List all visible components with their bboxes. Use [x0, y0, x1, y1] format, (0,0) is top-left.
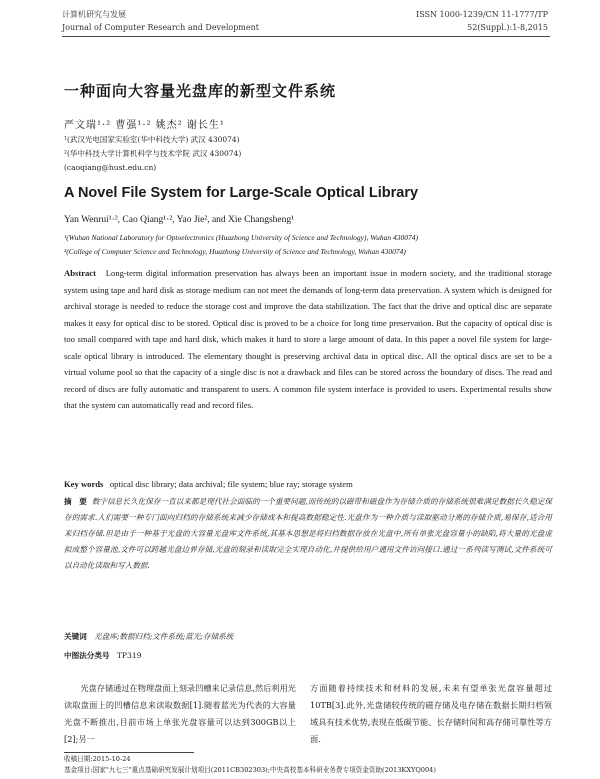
- header-rule: [62, 36, 550, 37]
- authors-en: Yan Wenrui¹·², Cao Qiang¹·², Yao Jie², and Xie Changsheng¹: [64, 215, 294, 225]
- classification-value: TP319: [116, 651, 142, 660]
- issue-info: 52(Suppl.):1-8,2015: [467, 23, 548, 32]
- paper-title-en: A Novel File System for Large-Scale Optical Library: [64, 185, 419, 201]
- abstract-cn: [64, 494, 552, 574]
- classification-label: 中图法分类号: [64, 651, 110, 660]
- issn: ISSN 1000-1239/CN 11-1777/TP: [416, 10, 548, 19]
- abstract-cn-text: 数字信息长久化保存一直以来都是现代社会面临的一个重要问题,而传统的以磁带和磁盘作为存储介质的存储系统很难满足数据长久稳定保存的需求.人们需要一种专门面向归档的存储系统来减少存储成本和提高数据稳定性.光盘作为一种介质与读取驱动分离的存储介质,易保存,适合用来归档存储.但是由于一种基于光盘的大容量光盘库文件系统,其基本思想是将归档数据存放在光盘中,所有单张光盘容量小的缺陷,将大量的光盘虚拟成整个容量池,文件可以跨越光盘边界存储,光盘的刻录和读取完全实现自动化,并提供给用户通用文件访问接口.通过一系列读写测试,文件系统可以自动化读取和写入数据.: [64, 497, 552, 570]
- abstract-en: [64, 265, 552, 414]
- affiliation-en-1: ¹(Wuhan National Laboratory for Optoelectronics (Huazhong University of Science and Technology), Wuhan 430074): [64, 233, 418, 242]
- keywords-cn: [64, 631, 552, 642]
- keywords-en: [64, 476, 552, 493]
- abstract-en-text: Long-term digital information preservation has always been an important issue in modern society, and the traditional storage system using tape and hard disk as storage medium can not meet the demands of long-term data preservation. A system which is designed for archival storage is needed to reduce the storage cost and improve the data stabilization. The fact that the drive and optical disc are separate makes it easy for optical disc to be stored. Optical disc is proved to be a choice for long time preservation. But the capacity of optical disc is too small compared with tape and hard disk, which makes it hard to store a large amount of data. In this paper a novel file system for large-scale optical library is introduced. The elementary thought is preserving archival data in optical disc. All the optical discs are set to be a virtual volume pool so that the capacity of a single disc is not a drawback and files can be stored across the boundary of discs. The read and record of discs are fully automatic and transparent to users. A common file system interface is provided to users. Experimental results show that the system can automatically read and record files.: [64, 268, 552, 410]
- body-column-right: 方面随着持续技术和材料的发展,未来有望单张光盘容量超过10TB[3].此外,光盘储较传统的磁存储及电存储在数据长期归档领域具有技术优势,表现在低碳节能、长存储时间和高存储可靠性等方面.: [310, 683, 552, 744]
- received-date: 收稿日期:2015-10-24: [64, 755, 131, 763]
- affiliation-en-2: ²(College of Computer Science and Technology, Huazhong University of Science and Technology, Wuhan 430074): [64, 247, 406, 256]
- authors-cn: 严文瑞¹·² 曹强¹·² 姚杰² 谢长生¹: [64, 120, 225, 131]
- journal-name-en: Journal of Computer Research and Development: [62, 23, 259, 32]
- journal-name-cn: 计算机研究与发展: [62, 10, 126, 19]
- affiliation-cn-2: ²(华中科技大学计算机科学与技术学院 武汉 430074): [64, 149, 242, 158]
- email: (caoqiang@hust.edu.cn): [64, 163, 157, 172]
- keywords-cn-label: 关键词: [64, 632, 87, 641]
- abstract-en-label: Abstract: [64, 268, 96, 278]
- keywords-cn-text: 光盘库;数据归档;文件系统;蓝光;存储系统: [94, 632, 234, 641]
- keywords-en-label: Key words: [64, 479, 104, 489]
- paper-title-cn: 一种面向大容量光盘库的新型文件系统: [64, 82, 337, 100]
- footnote-rule: [64, 752, 194, 753]
- affiliation-cn-1: ¹(武汉光电国家实验室(华中科技大学) 武汉 430074): [64, 135, 240, 144]
- body-column-left: 光盘存储通过在物理盘面上刻录凹槽来记录信息,然后利用光读取盘面上的凹槽信息来读取数据[1].随着蓝光为代表的大容量光盘不断推出,目前市场上单张光盘容量可以达到300GB以上[2];另一: [64, 683, 296, 744]
- abstract-cn-label: 摘 要: [64, 497, 87, 506]
- keywords-en-text: optical disc library; data archival; file system; blue ray; storage system: [109, 479, 353, 489]
- funding-note: 基金项目:国家"九七三"重点基础研究发展计划项目(2011CB302303);中央高校基本科研业务费专项资金资助(2013KXYQ004): [64, 766, 436, 774]
- classification-number: [64, 650, 141, 661]
